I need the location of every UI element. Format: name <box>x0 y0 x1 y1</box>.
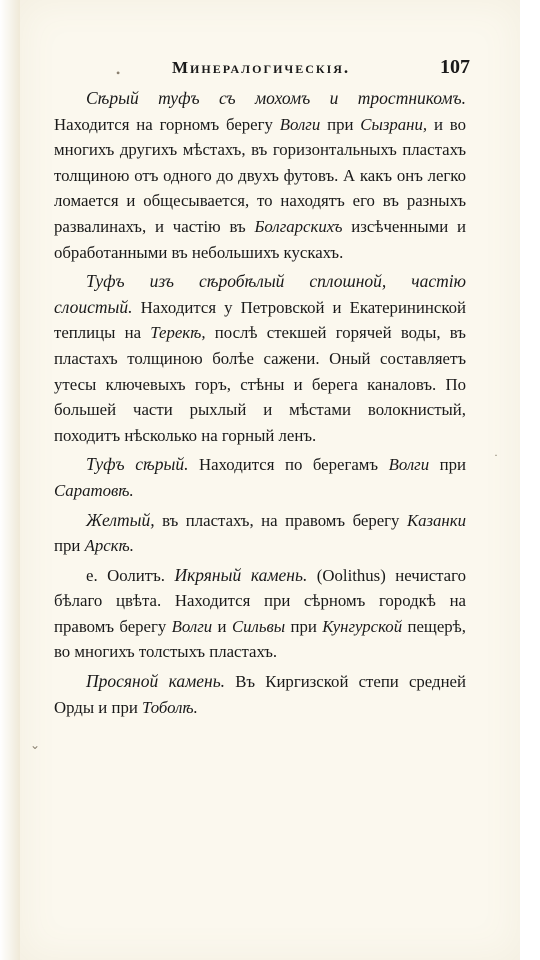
running-head <box>110 58 500 84</box>
entry-oolite <box>54 563 466 665</box>
place-name: Терекѣ, <box>150 323 206 343</box>
entry-text: изсѣченными и обработанными въ небольшихъ кускахъ. <box>54 216 466 262</box>
ink-speck: • <box>116 66 121 80</box>
place-name: Болгарскихъ <box>254 216 343 236</box>
page-number: 107 <box>440 56 470 78</box>
entry-grey-tuff <box>54 452 466 503</box>
entry-title: Просяной камень. <box>86 671 226 692</box>
pencil-mark: ⌄ <box>30 738 41 752</box>
entry-millet-stone <box>54 669 466 720</box>
place-name: Волги <box>388 455 430 475</box>
place-name: Казанки <box>406 510 466 530</box>
entry-greyish-white-tuff <box>54 269 466 448</box>
entry-prefix: е. Оолитъ. <box>86 565 175 585</box>
entry-grey-tuff-with-moss <box>54 86 466 265</box>
page-gutter <box>0 0 20 960</box>
entry-text: послѣ стекшей горячей воды, въ пластахъ толщиною болѣе сажени. Оный составляетъ утесы ключевыхъ горъ, стѣны и берега каналовъ. По большей части рыхлый и мѣстами волокнистый, походитъ нѣсколько на горный ленъ. <box>54 323 466 445</box>
entry-text: Находится у Петровской и Екатерининской теплицы на <box>54 297 466 343</box>
place-name: Кунгурской <box>322 616 403 636</box>
entry-text: Въ Киргизской степи средней Орды и при <box>54 672 466 717</box>
place-name: Сызрани, <box>360 114 428 134</box>
entry-yellow-tuff <box>54 508 466 559</box>
entry-text: и <box>212 616 232 636</box>
entry-text: и во многихъ другихъ мѣстахъ, въ горизонтальныхъ пластахъ толщиною отъ одного до двухъ футовъ. А какъ онъ легко ломается и общесывается, то находятъ его въ разныхъ развалинахъ, и частію въ <box>54 114 466 236</box>
page-body <box>54 86 466 724</box>
place-name: Тоболѣ. <box>142 697 198 717</box>
entry-title: Туфъ изъ сѣробѣлый сплошной, частію слоистый. <box>54 271 466 317</box>
entry-text: пещерѣ, во многихъ толстыхъ пластахъ. <box>54 616 466 662</box>
entry-title: Сѣрый туфъ съ мохомъ и тростникомъ. <box>86 88 466 108</box>
entry-text: при <box>285 616 323 636</box>
place-name: Волги <box>279 114 321 134</box>
place-name: Волги <box>171 616 213 636</box>
entry-text: при <box>429 455 466 475</box>
entry-text: при <box>320 114 361 134</box>
entry-text: Находится на горномъ берегу <box>54 114 280 134</box>
pencil-mark-margin: · <box>494 448 498 462</box>
place-name: Арскѣ. <box>84 536 134 556</box>
entry-text: (Oolithus) нечистаго бѣлаго цвѣта. Находится при сѣрномъ городкѣ на правомъ берегу <box>54 565 466 636</box>
entry-text: въ пластахъ, на правомъ берегу <box>154 510 407 530</box>
entry-title: Туфъ сѣрый. <box>86 454 189 475</box>
entry-title: Икряный камень. <box>174 564 308 585</box>
place-name: Саратовѣ. <box>54 480 134 500</box>
running-head-title: Минералогическія. <box>172 58 351 77</box>
entry-text: при <box>54 536 85 556</box>
entry-text: Находится по берегамъ <box>188 455 389 475</box>
place-name: Сильвы <box>231 616 286 636</box>
entry-title: Желтый, <box>86 509 155 530</box>
